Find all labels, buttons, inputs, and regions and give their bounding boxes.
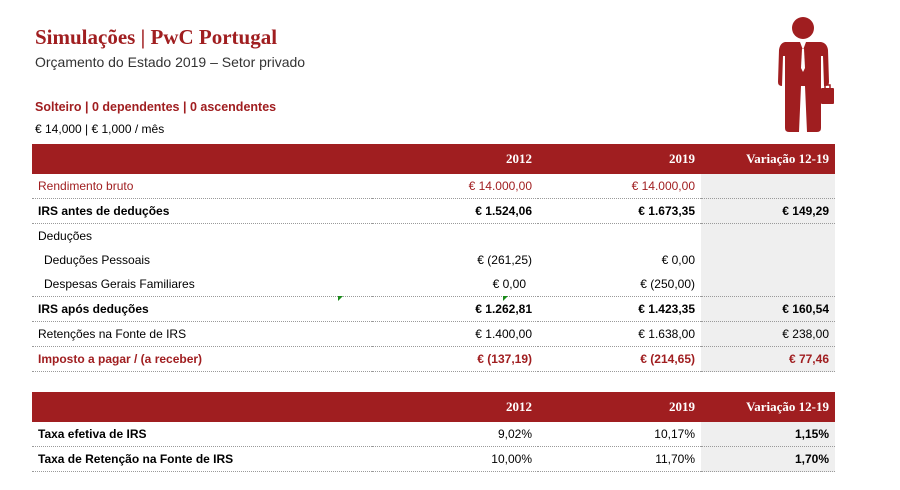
value-2019: € 0,00	[661, 253, 695, 267]
table-row	[32, 422, 835, 447]
table-row	[32, 248, 835, 272]
table-row	[32, 447, 835, 472]
tax-comparison-table	[32, 144, 835, 372]
table-row	[32, 322, 835, 347]
value-2019: € 14.000,00	[538, 174, 701, 199]
row-label: Taxa efetiva de IRS	[32, 422, 372, 447]
row-label: IRS antes de deduções	[32, 199, 372, 224]
value-variation: € 77,46	[701, 347, 835, 372]
row-label: Taxa de Retenção na Fonte de IRS	[32, 447, 372, 472]
value-2019: 11,70%	[538, 447, 701, 472]
value-variation: € 149,29	[701, 199, 835, 224]
value-variation: 1,70%	[701, 447, 835, 472]
cell-comment-marker	[503, 296, 508, 301]
table-header-row	[32, 144, 835, 174]
row-label: Deduções	[38, 229, 93, 243]
value-2012: 9,02%	[372, 422, 538, 447]
header-label	[32, 144, 372, 174]
table-row	[32, 174, 835, 199]
businessman-with-briefcase-icon	[775, 16, 835, 132]
header-variation: Variação 12-19	[701, 144, 835, 174]
page-title: Simulações | PwC Portugal	[35, 25, 278, 49]
value-2012: € 1.262,81	[372, 297, 538, 322]
header-2012: 2012	[372, 392, 538, 422]
row-label: IRS após deduções	[32, 297, 372, 322]
table-header-row	[32, 392, 835, 422]
cell-comment-marker	[338, 296, 343, 301]
value-2012: € 0,00	[372, 272, 538, 297]
table-row	[32, 272, 835, 297]
value-2019: € 1.638,00	[538, 322, 701, 347]
value-variation: € 160,54	[701, 297, 835, 322]
value-2019	[538, 224, 701, 249]
row-label: Rendimento bruto	[32, 174, 372, 199]
page-subtitle: Orçamento do Estado 2019 – Setor privado	[35, 54, 306, 70]
table-row	[32, 297, 835, 322]
value-2012	[372, 224, 538, 249]
header-label	[32, 392, 372, 422]
value-2012: 10,00%	[372, 447, 538, 472]
table-row	[32, 224, 835, 249]
header-2019: 2019	[538, 392, 701, 422]
row-label: Despesas Gerais Familiares	[32, 272, 372, 297]
row-label: Imposto a pagar / (a receber)	[32, 347, 372, 372]
value-variation	[701, 224, 835, 249]
table-row	[32, 347, 835, 372]
value-variation: € 238,00	[701, 322, 835, 347]
tax-rate-table	[32, 392, 835, 472]
value-2012: € (137,19)	[372, 347, 538, 372]
value-2019: € (250,00)	[538, 272, 701, 297]
row-label: Deduções Pessoais	[44, 253, 151, 267]
value-2019: € (214,65)	[538, 347, 701, 372]
value-2012: € 1.400,00	[372, 322, 538, 347]
value-2019: € 1.673,35	[538, 199, 701, 224]
value-variation	[701, 248, 835, 272]
row-label: Retenções na Fonte de IRS	[32, 322, 372, 347]
value-variation: 1,15%	[701, 422, 835, 447]
table-row	[32, 199, 835, 224]
value-2012: € (261,25)	[477, 253, 532, 267]
header-2019: 2019	[538, 144, 701, 174]
household-profile: Solteiro | 0 dependentes | 0 ascendentes	[35, 100, 277, 114]
value-2019: € 1.423,35	[538, 297, 701, 322]
value-variation	[701, 174, 835, 199]
value-2012: € 1.524,06	[372, 199, 538, 224]
value-variation	[701, 272, 835, 297]
header-2012: 2012	[372, 144, 538, 174]
header-variation: Variação 12-19	[701, 392, 835, 422]
income-summary: € 14,000 | € 1,000 / mês	[35, 122, 165, 136]
value-2012: € 14.000,00	[372, 174, 538, 199]
value-2019: 10,17%	[538, 422, 701, 447]
